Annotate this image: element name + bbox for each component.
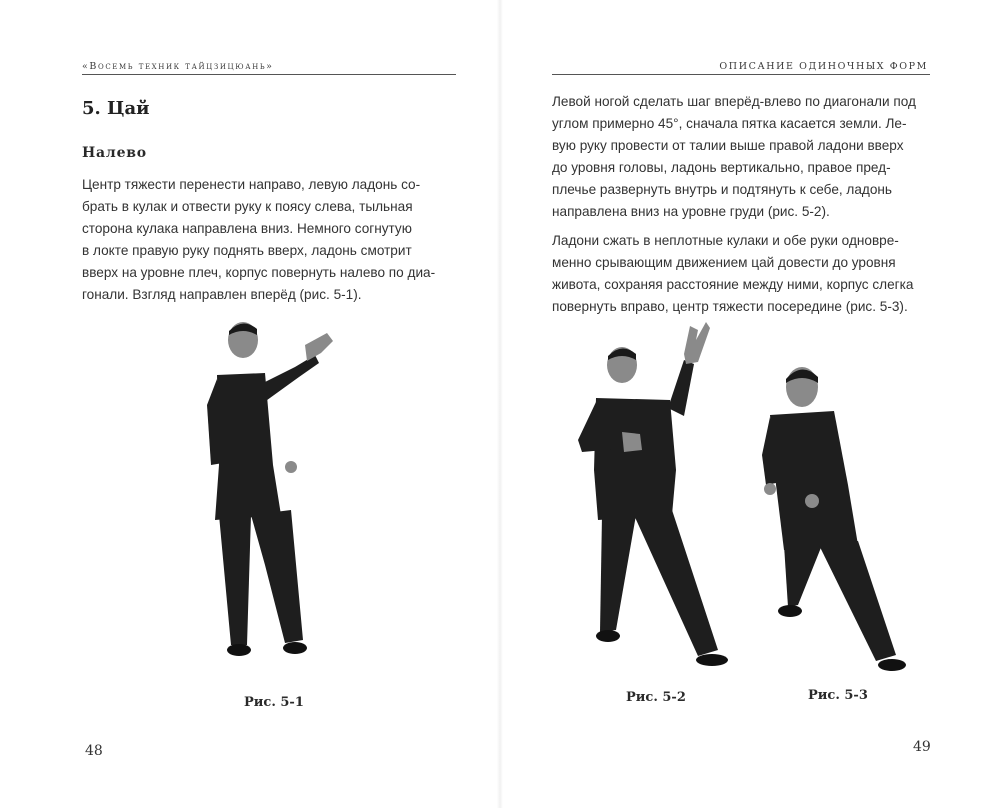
running-head-left: «Восемь техник тайцзицюань»: [82, 61, 274, 72]
subheading: Налево: [82, 145, 147, 161]
header-rule-right: [552, 74, 930, 75]
text-line: до уровня головы, ладонь вертикально, правое пред-: [552, 160, 891, 175]
text-line: гонали. Взгляд направлен вперёд (рис. 5-1).: [82, 287, 362, 302]
text-line: живота, сохраняя расстояние между ними, корпус слегка: [552, 277, 914, 292]
figure-caption-5-1: Рис. 5-1: [244, 695, 304, 710]
text-line: Ладони сжать в неплотные кулаки и обе руки одновре-: [552, 233, 899, 248]
figure-caption-5-3: Рис. 5-3: [808, 688, 868, 703]
right-page: [500, 0, 1000, 808]
text-line: Левой ногой сделать шаг вперёд-влево по диагонали под: [552, 94, 916, 109]
page-number-right: 49: [913, 739, 931, 755]
text-line: в локте правую руку поднять вверх, ладонь смотрит: [82, 243, 412, 258]
text-line: Центр тяжести перенести направо, левую ладонь со-: [82, 177, 421, 192]
running-head-right: ОПИСАНИЕ ОДИНОЧНЫХ ФОРМ: [719, 61, 928, 72]
paragraph-right-2: [552, 230, 930, 318]
figure-5-2-photo: [572, 320, 742, 675]
text-line: направлена вниз на уровне груди (рис. 5-2).: [552, 204, 830, 219]
text-line: сторона кулака направлена вниз. Немного согнутую: [82, 221, 412, 236]
text-line: вую руку провести от талии выше правой ладони вверх: [552, 138, 904, 153]
page-number-left: 48: [85, 743, 103, 759]
text-line: менно срывающим движением цай довести до уровня: [552, 255, 896, 270]
figure-5-3-photo: [762, 355, 912, 680]
text-line: повернуть вправо, центр тяжести посередине (рис. 5-3).: [552, 299, 908, 314]
text-line: плечье развернуть внутрь и подтянуть к себе, ладонь: [552, 182, 893, 197]
text-line: брать в кулак и отвести руку к поясу слева, тыльная: [82, 199, 413, 214]
paragraph-left: [82, 174, 460, 306]
figure-caption-5-2: Рис. 5-2: [626, 690, 686, 705]
section-heading: 5. Цай: [82, 98, 150, 119]
header-rule-left: [82, 74, 456, 75]
paragraph-right-1: [552, 91, 930, 223]
text-line: углом примерно 45°, сначала пятка касается земли. Ле-: [552, 116, 907, 131]
text-line: вверх на уровне плеч, корпус повернуть налево по диа-: [82, 265, 436, 280]
figure-5-1-photo: [195, 315, 345, 675]
